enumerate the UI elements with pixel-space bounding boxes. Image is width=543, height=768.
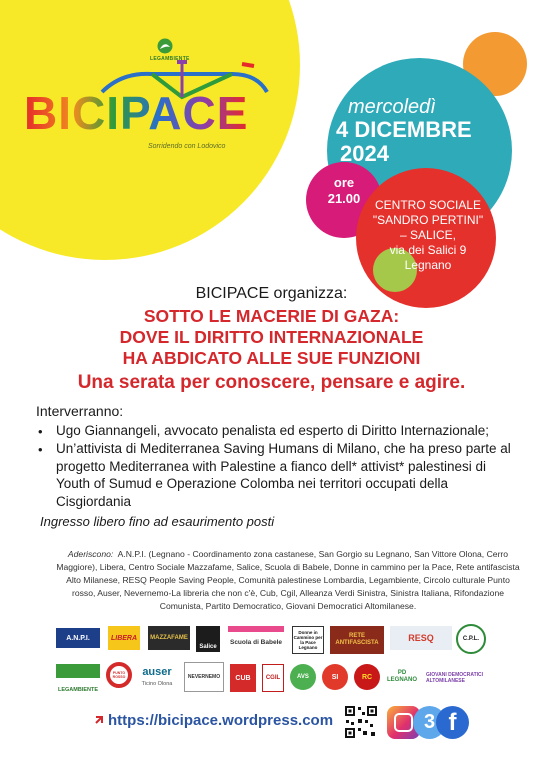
bullet-icon: •	[38, 442, 43, 457]
threads-icon[interactable]: 3	[413, 706, 446, 739]
link-icon	[92, 713, 106, 727]
adhesions-text	[56, 548, 520, 613]
venue-line: Legnano	[404, 258, 452, 272]
partner-logo-salice: Salice	[196, 626, 220, 652]
partner-logo-giovani-democratici: GIOVANI DEMOCRATICI ALTOMILANESE	[426, 664, 486, 692]
partner-logo-cpl: C.P.L.	[456, 624, 486, 654]
partner-logo-cgil: CGIL	[262, 664, 284, 692]
logo-subtitle: Sorridendo con Lodovico	[148, 143, 226, 150]
event-date: 4 DICEMBRE	[336, 117, 472, 142]
event-time-label: ore	[333, 175, 355, 190]
website-link[interactable]: https://bicipace.wordpress.com	[108, 712, 334, 729]
event-title-line: DOVE IL DIRITTO INTERNAZIONALE	[119, 327, 424, 347]
event-time: 21.00	[327, 191, 361, 206]
partner-logo-auser: auser	[136, 664, 178, 680]
qr-code-icon[interactable]	[343, 704, 379, 740]
event-title-line: HA ABDICATO ALLE SUE FUNZIONI	[122, 348, 421, 368]
adhesions-label: Aderiscono:	[67, 549, 114, 559]
partner-logo-resq: RESQ	[390, 626, 452, 650]
event-title-line: SOTTO LE MACERIE DI GAZA:	[143, 306, 400, 326]
partner-logo-sinistra-italiana: SI	[322, 664, 348, 690]
partner-logo-scuola-babele: Scuola di Babele	[228, 626, 284, 652]
partner-logo-rifondazione: RC	[354, 664, 380, 690]
venue-line: CENTRO SOCIALE	[374, 198, 482, 212]
partner-logo-anpi: A.N.P.I.	[56, 628, 100, 648]
partner-logo-auser-sub: Ticino Olona	[136, 680, 178, 689]
partner-logo-avs: AVS	[290, 664, 316, 690]
organizer-line: BICIPACE organizza:	[195, 285, 348, 302]
partner-logo-rete-antifascista: RETE ANTIFASCISTA	[330, 626, 384, 654]
bullet-icon: •	[38, 424, 43, 439]
legambiente-label: LEGAMBIENTE	[150, 56, 190, 62]
partner-logo-libera: LIBERA	[108, 626, 140, 650]
venue-line: "SANDRO PERTINI"	[372, 213, 484, 227]
adhesions-list: A.N.P.I. (Legnano - Coordinamento zona castanese, San Gorgio su Legnano, San Vittore Olona, Cerro Maggiore), Libera, Centro Sociale Mazzafame, Salice, Scuola di Babele, Donne in cammino per la Pace, Rete antifascista Alto Milanese, RESQ People Saving People, Comunità palestinese Lombardia, Legambiente, Circolo culturale Punto rosso, Auser, Nevernemo-La libreria che non c'è, Cub, Cgil, Alleanza Verdi Sinistra, Sinistra Italiana, Rifondazione Comunista, Partito Democratico, Giovani Democratici Altomilanese.	[56, 549, 520, 611]
event-weekday: mercoledì	[348, 96, 436, 118]
venue-line: via dei Salici 9	[389, 243, 467, 257]
facebook-icon[interactable]: f	[436, 706, 469, 739]
partner-logo-cub: CUB	[230, 664, 256, 692]
speaker-item: Un’attivista di Mediterranea Saving Humans di Milano, che ha preso parte al progetto Mediterranea with Palestine a fianco dell* attivist* palestinesi di Youth of Sumud e Operazione Colomba nei territori occupati della Cisgiordania	[56, 441, 511, 509]
partner-logo-donne-cammino: Donne in Cammino per la Pace Legnano	[292, 626, 324, 654]
partner-logo-punto-rosso: PUNTO ROSSO	[106, 662, 132, 688]
partner-logo-nevernemo: NEVERNEMO	[184, 662, 224, 692]
partner-logo-mazzafame: MAZZAFAME	[148, 626, 190, 650]
venue-line: – SALICE,	[399, 228, 457, 242]
event-tagline: Una serata per conoscere, pensare e agire.	[77, 372, 466, 393]
partner-logo-pd: PD LEGNANO	[384, 662, 420, 692]
entry-note: Ingresso libero fino ad esaurimento posti	[40, 514, 275, 529]
event-year: 2024	[340, 141, 389, 166]
bicipace-logo: BICIPACE	[24, 87, 249, 139]
speakers-label: Interverranno:	[36, 403, 124, 419]
speaker-item: Ugo Giannangeli, avvocato penalista ed esperto di Diritto Internazionale;	[56, 423, 490, 438]
partner-logo-legambiente: LEGAMBIENTE	[56, 664, 100, 694]
